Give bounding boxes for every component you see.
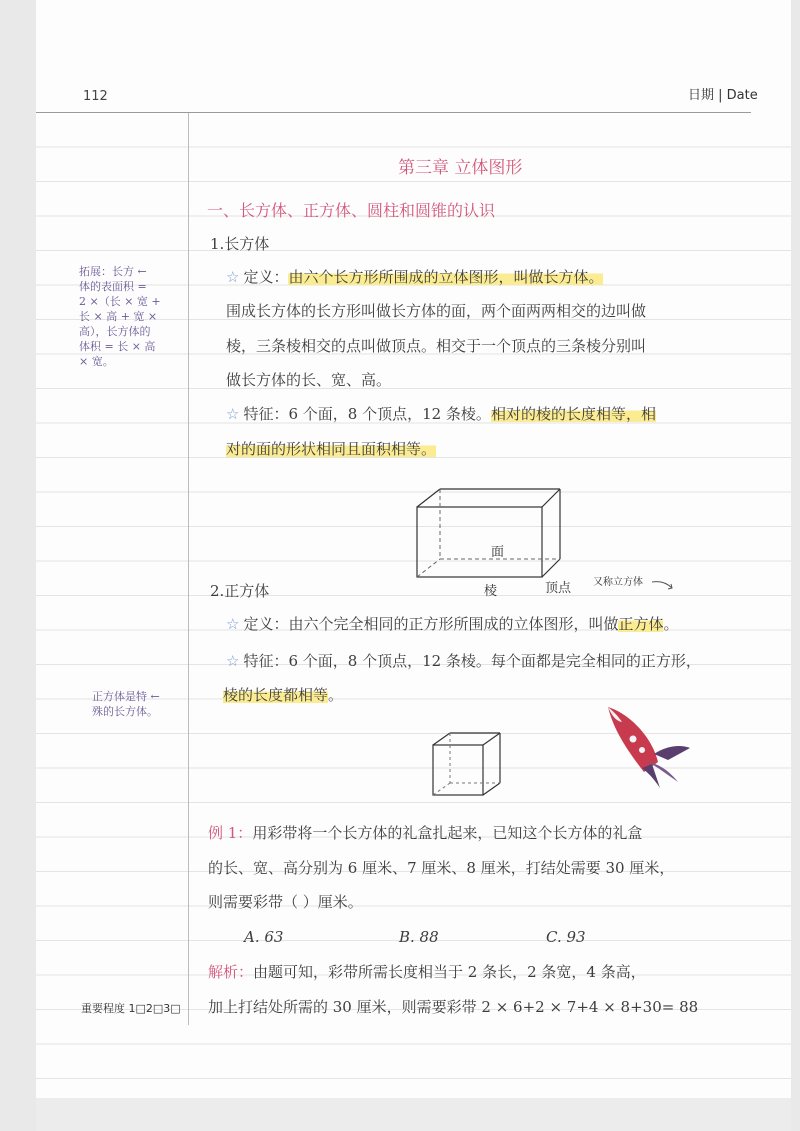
star-icon: ☆ <box>226 615 240 633</box>
label-note-cube: 又称立方体 <box>593 577 643 588</box>
cube-feat-line1: 特征：6 个面，8 个顶点，12 条棱。每个面都是完全相同的正方形， <box>243 652 701 670</box>
cuboid-front-face <box>417 507 542 577</box>
cuboid-feat-prefix: 特征：6 个面，8 个顶点，12 条棱。 <box>243 405 491 423</box>
sidebar-note-surface-area: 拓展：长方 ← 体的表面积 = 2 ×（长 × 宽 + 长 × 高 + 宽 × 高），长方体的 体积 = 长 × 高 × 宽。 <box>79 265 161 368</box>
analysis-line2: 加上打结处所需的 30 厘米，则需要彩带 2 × 6+2 × 7+4 × 8+30= 88 <box>208 998 699 1016</box>
cube-features-line2 <box>223 684 343 705</box>
section-title: 一、长方体、正方体、圆柱和圆锥的认识 <box>207 201 496 220</box>
cube-def-highlight: 正方体 <box>618 615 664 633</box>
chapter-title: 第三章 立体图形 <box>398 158 523 178</box>
cuboid-def-prefix: 定义： <box>243 268 289 286</box>
note-arrow <box>650 576 680 596</box>
star-icon: ☆ <box>226 405 240 423</box>
label-vertex: 顶点 <box>545 581 572 596</box>
analysis-label: 解析： <box>208 963 254 981</box>
cuboid-feat-highlight-2: 对的面的形状相同且面积相等。 <box>226 440 437 458</box>
cuboid-paragraph-line1: 围成长方体的长方形叫做长方体的面，两个面两两相交的边叫做 <box>226 302 647 320</box>
cube-diagram <box>428 728 508 800</box>
star-icon: ☆ <box>226 652 240 670</box>
cuboid-definition <box>226 266 603 287</box>
example-line1 <box>208 822 642 843</box>
rocket-illustration <box>600 702 696 788</box>
sidebar-note-cube: 正方体是特 ← 殊的长方体。 <box>92 690 160 718</box>
cube-def-prefix: 定义：由六个完全相同的正方形所围成的立体图形，叫做 <box>243 615 619 633</box>
analysis-line1 <box>208 961 646 982</box>
page-bottom-edge <box>36 1098 791 1131</box>
cuboid-features-line2 <box>226 438 436 459</box>
margin-rule <box>188 113 189 1025</box>
example-line3: 则需要彩带（ ）厘米。 <box>208 893 363 911</box>
option-a: A. 63 <box>244 928 284 946</box>
cuboid-diagram <box>410 482 580 592</box>
header-rule <box>36 112 751 113</box>
cube-feat-suffix: 。 <box>328 686 344 704</box>
label-edge: 棱 <box>484 584 498 599</box>
cube-features-line1 <box>226 650 701 671</box>
cuboid-feat-highlight-1: 相对的棱的长度相等，相 <box>490 405 656 423</box>
date-label: 日期 | Date <box>688 88 758 103</box>
cube-feat-highlight: 棱的长度都相等 <box>223 686 329 704</box>
cube-definition <box>226 613 679 634</box>
example-label: 例 1： <box>208 824 253 842</box>
cube-def-suffix: 。 <box>663 615 679 633</box>
example-line2: 的长、宽、高分别为 6 厘米、7 厘米、8 厘米，打结处需要 30 厘米， <box>208 859 675 877</box>
label-face: 面 <box>491 545 505 560</box>
cuboid-def-highlight: 由六个长方形所围成的立体图形，叫做长方体。 <box>288 268 604 286</box>
option-c: C. 93 <box>546 928 586 946</box>
cube-heading: 2.正方体 <box>210 582 270 600</box>
analysis-text-1: 由题可知，彩带所需长度相当于 2 条长，2 条宽，4 条高， <box>253 963 646 981</box>
cuboid-paragraph-line2: 棱，三条棱相交的点叫做顶点。相交于一个顶点的三条棱分别叫 <box>226 337 647 355</box>
cuboid-heading: 1.长方体 <box>210 235 270 253</box>
page-number: 112 <box>83 89 108 104</box>
cuboid-features-line1 <box>226 403 656 424</box>
star-icon: ☆ <box>226 268 240 286</box>
importance-rating: 重要程度 1□2□3□ <box>81 1002 181 1015</box>
example-text-1: 用彩带将一个长方体的礼盒扎起来，已知这个长方体的礼盒 <box>252 824 643 842</box>
cuboid-paragraph-line3: 做长方体的长、宽、高。 <box>226 371 392 389</box>
option-b: B. 88 <box>399 928 439 946</box>
page-header-area <box>36 0 791 113</box>
